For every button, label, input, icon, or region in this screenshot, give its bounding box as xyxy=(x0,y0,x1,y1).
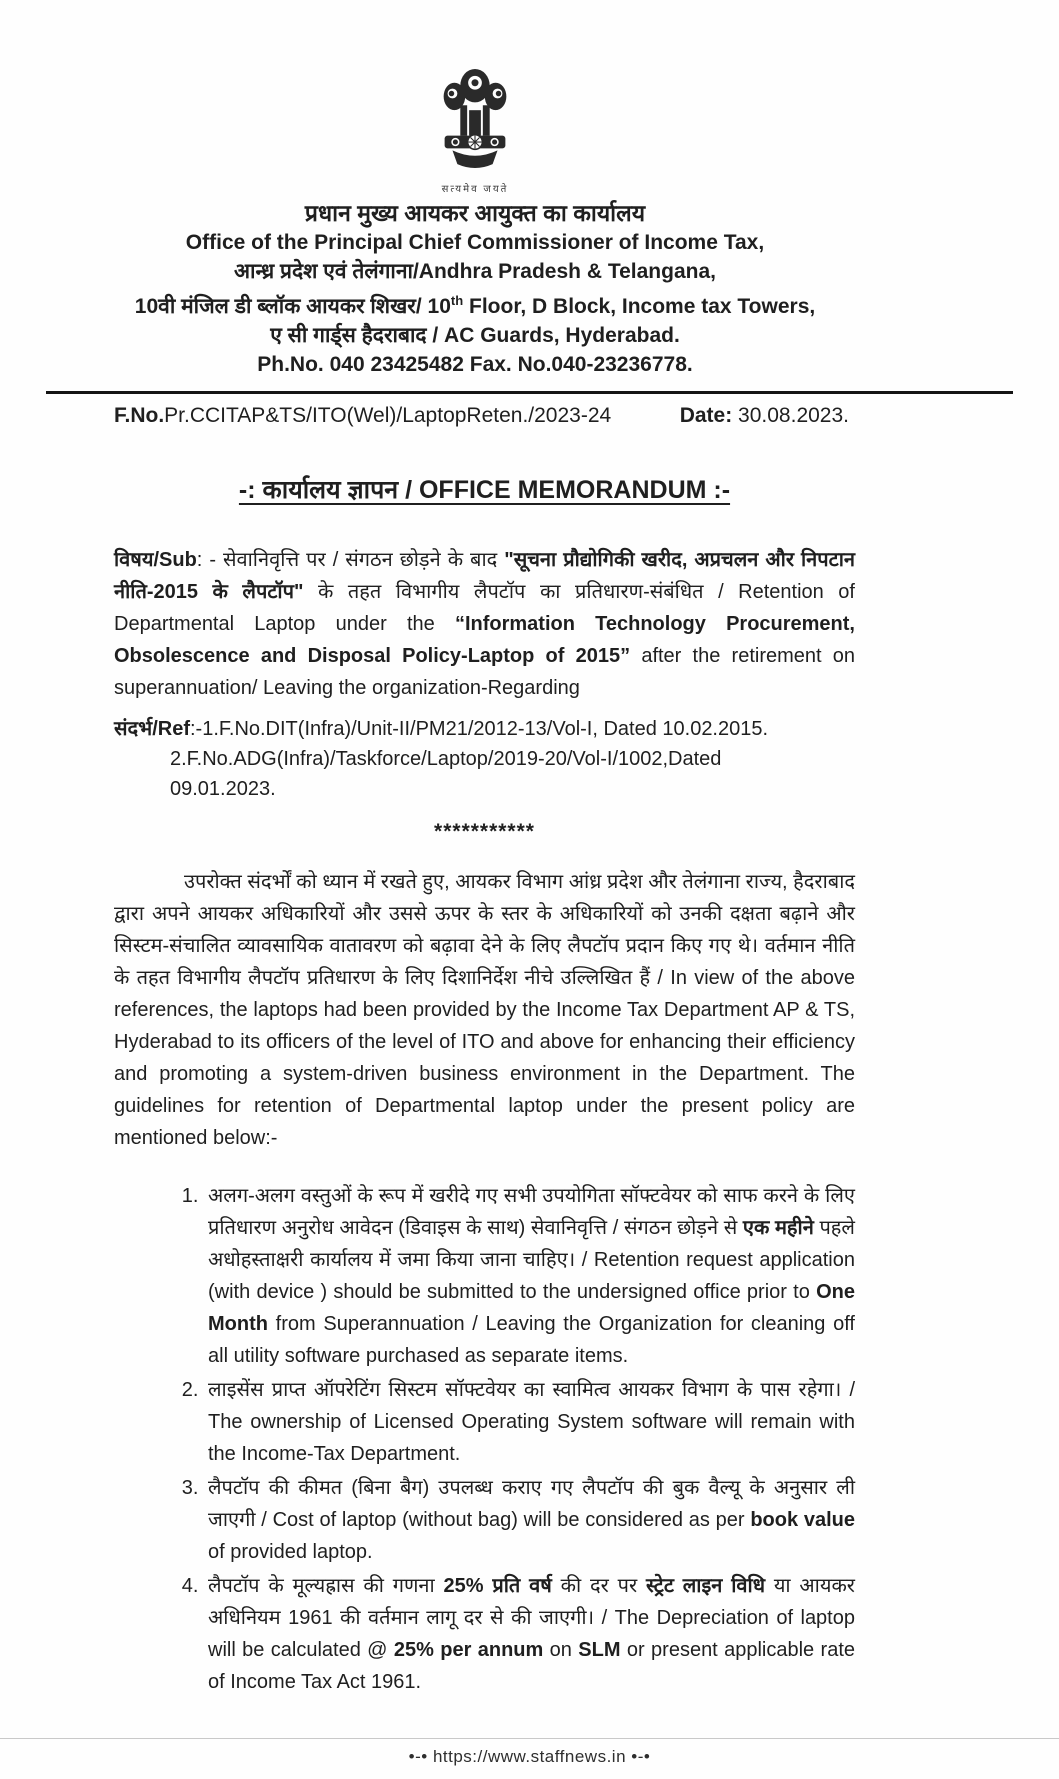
file-number: F.No.Pr.CCITAP&TS/ITO(Wel)/LaptopReten./2023-24 xyxy=(114,404,612,427)
body-paragraph: उपरोक्त संदर्भों को ध्यान में रखते हुए, आयकर विभाग आंध्र प्रदेश और तेलंगाना राज्य, हैदराबाद द्वारा अपने आयकर अधिकारियों और उससे ऊपर के स्तर के अधिकारियों को उनकी दक्षता बढ़ाने और सिस्टम-संचालित व्यावसायिक वातावरण को बढ़ावा देने के लिए लैपटॉप प्रदान किए गए थे। वर्तमान नीति के तहत विभागीय लैपटॉप प्रतिधारण के लिए दिशानिर्देश नीचे उल्लिखित हैं / In view of the above references, the laptops had been provided by the Income Tax Department AP & TS, Hyderabad to its officers of the level of ITO and above for enhancing their efficiency and promoting a system-driven business environment in the Department. The guidelines for retention of Departmental laptop under the present policy are mentioned below:- xyxy=(114,871,855,1149)
office-name-hindi: प्रधान मुख्य आयकर आयुक्त का कार्यालय xyxy=(304,200,646,226)
guideline-item-2: 2. लाइसेंस प्राप्त ऑपरेटिंग सिस्टम सॉफ्टवेयर का स्वामित्व आयकर विभाग के पास रहेगा। / The ownership of Licensed Operating System software will remain with the Income-Tax Department. xyxy=(204,1374,855,1470)
separator-stars: *********** xyxy=(434,820,535,843)
footer-divider xyxy=(0,1738,1059,1739)
address-line-1: 10वी मंजिल डी ब्लॉक आयकर शिखर/ 10th Floor, D Block, Income tax Towers, xyxy=(134,293,816,318)
reference-line-3: 09.01.2023. xyxy=(170,778,276,800)
file-number-row xyxy=(0,394,1059,430)
guideline-item-4: 4. लैपटॉप के मूल्यह्रास की गणना 25% प्रति वर्ष की दर पर स्ट्रेट लाइन विधि या आयकर अधिनियम 1961 की वर्तमान लागू दर से की जाएगी। / The Depreciation of laptop will be calculated @ 25% per annum on SLM or present applicable rate of Income Tax Act 1961. xyxy=(204,1570,855,1698)
memo-body xyxy=(0,544,1059,1698)
ashoka-emblem-icon xyxy=(426,64,524,174)
reference-line-1: संदर्भ/Ref:-1.F.No.DIT(Infra)/Unit-II/PM21/2012-13/Vol-I, Dated 10.02.2015. xyxy=(114,718,769,740)
document-date: Date: 30.08.2023. xyxy=(679,404,849,427)
letterhead xyxy=(0,199,950,379)
emblem-motto: सत्यमेव जयते xyxy=(441,184,509,195)
reference-line-2: 2.F.No.ADG(Infra)/Taskforce/Laptop/2019-20/Vol-I/1002,Dated xyxy=(170,748,722,770)
memo-title: -: कार्यालय ज्ञापन / OFFICE MEMORANDUM :- xyxy=(238,476,731,504)
ashoka-emblem xyxy=(0,0,950,195)
guideline-item-1: 1. अलग-अलग वस्तुओं के रूप में खरीदे गए सभी उपयोगिता सॉफ्टवेयर को साफ करने के लिए प्रतिधारण अनुरोध आवेदन (डिवाइस के साथ) सेवानिवृत्ति / संगठन छोड़ने से एक महीने पहले अधोहस्ताक्षरी कार्यालय में जमा किया जाना चाहिए। / Retention request application (with device ) should be submitted to the undersigned office prior to One Month from Superannuation / Leaving the Organization for cleaning off all utility software purchased as separate items. xyxy=(204,1180,855,1372)
footer-watermark-url: •-• https://www.staffnews.in •-• xyxy=(408,1747,651,1766)
guidelines-list xyxy=(114,1180,855,1698)
address-line-2: ए सी गार्ड्स हैदराबाद / AC Guards, Hyderabad. xyxy=(270,324,680,347)
region-line: आन्ध्र प्रदेश एवं तेलंगाना/Andhra Pradesh & Telangana, xyxy=(234,260,716,283)
subject-line: विषय/Sub: - सेवानिवृत्ति पर / संगठन छोड़ने के बाद "सूचना प्रौद्योगिकी खरीद, अप्रचलन और निपटान नीति-2015 के लैपटॉप" के तहत विभागीय लैपटॉप का प्रतिधारण-संबंधित / Retention of Departmental Laptop under the “Information Technology Procurement, Obsolescence and Disposal Policy-Laptop of 2015” after the retirement on superannuation/ Leaving the organization-Regarding xyxy=(114,549,856,699)
footer xyxy=(0,1738,1059,1767)
guideline-item-3: 3. लैपटॉप की कीमत (बिना बैग) उपलब्ध कराए गए लैपटॉप की बुक वैल्यू के अनुसार ली जाएगी / Cost of laptop (without bag) will be considered as per book value of provided laptop. xyxy=(204,1472,855,1568)
phone-fax-line: Ph.No. 040 23425482 Fax. No.040-23236778. xyxy=(257,353,693,376)
office-name-english: Office of the Principal Chief Commissioner of Income Tax, xyxy=(185,231,765,254)
